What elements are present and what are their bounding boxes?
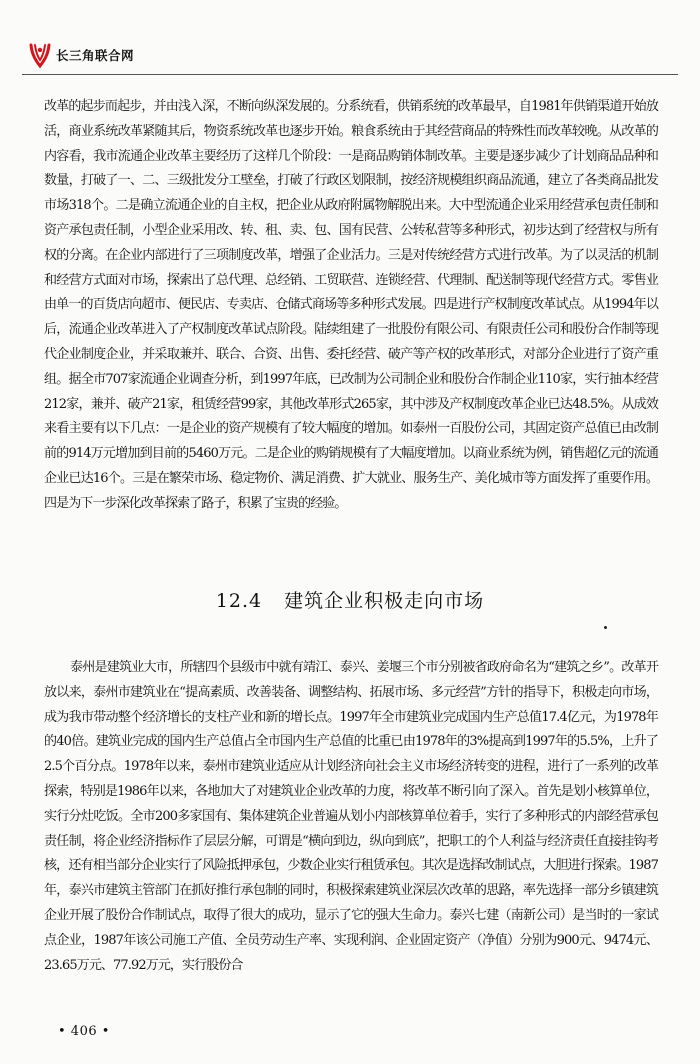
swirl-logo-icon <box>28 42 52 68</box>
site-header <box>28 42 134 68</box>
paragraph-circulation-reform: 改革的起步而起步，并由浅入深，不断向纵深发展的。分系统看，供销系统的改革最早，自1981年供销渠道开始放活，商业系统改革紧随其后，物资系统改革也逐步开始。粮食系统由于其经营商品的特殊性而改革较晚。从改革的内容看，我市流通企业改革主要经历了这样几个阶段：一是商品购销体制改革。主要是逐步减少了计划商品品种和数量，打破了一、二、三级批发分工壁垒，打破了行政区划限制，按经济规模组织商品流通，建立了各类商品批发市场318个。二是确立流通企业的自主权，把企业从政府附属物解脱出来。大中型流通企业采用经营承包责任制和资产承包责任制，小型企业采用改、转、租、卖、包、国有民营、公转私营等多种形式，初步达到了经营权与所有权的分离。在企业内部进行了三项制度改革，增强了企业活力。三是对传统经营方式进行改革。为了以灵活的机制和经营方式面对市场，探索出了总代理、总经销、工贸联营、连锁经营、代理制、配送制等现代经营方式。零售业由单一的百货店向超市、便民店、专卖店、仓储式商场等多种形式发展。四是进行产权制度改革试点。从1994年以后，流通企业改革进入了产权制度改革试点阶段。陆续组建了一批股份有限公司、有限责任公司和股份合作制等现代企业制度企业，并采取兼并、联合、合资、出售、委托经营、破产等产权的改革形式，对部分企业进行了资产重组。据全市707家流通企业调查分析，到1997年底，已改制为公司制企业和股份合作制企业110家，实行抽本经营212家，兼并、破产21家，租赁经营99家，其他改革形式265家，其中涉及产权制度改革企业已达48.5%。从成效来看主要有以下几点：一是企业的资产规模有了较大幅度的增加。如泰州一百股份公司，其固定资产总值已由改制前的914万元增加到目前的5460万元。二是企业的购销规模有了大幅度增加。以商业系统为例，销售超亿元的流通企业已达16个。三是在繁荣市场、稳定物价、满足消费、扩大就业、服务生产、美化城市等方面发挥了重要作用。四是为下一步深化改革探索了路子，积累了宝贵的经验。 <box>44 99 658 511</box>
stray-mark <box>604 626 607 629</box>
page-number: • 406 • <box>58 1024 110 1039</box>
paragraph-construction-industry: 泰州是建筑业大市，所辖四个县级市中就有靖江、泰兴、姜堰三个市分别被省政府命名为“建筑之乡”。改革开放以来，泰州市建筑业在“提高素质、改善装备、调整结构、拓展市场、多元经营”方针的指导下，积极走向市场，成为我市带动整个经济增长的支柱产业和新的增长点。1997年全市建筑业完成国内生产总值17.4亿元，为1978年的40倍。建筑业完成的国内生产总值占全市国内生产总值的比重已由1978年的3%提高到1997年的5.5%，上升了2.5个百分点。1978年以来，泰州市建筑业适应从计划经济向社会主义市场经济转变的进程，进行了一系列的改革探索，特别是1986年以来，各地加大了对建筑业企业改革的力度，将改革不断引向了深入。首先是划小核算单位，实行分灶吃饭。全市200多家国有、集体建筑企业普遍从划小内部核算单位着手，实行了多种形式的内部经营承包责任制，将企业经济指标作了层层分解，可谓是“横向到边，纵向到底”，把职工的个人利益与经济责任直接挂钩考核，还有相当部分企业实行了风险抵押承包，少数企业实行租赁承包。其次是选择改制试点，大胆进行探索。1987年，泰兴市建筑主管部门在抓好推行承包制的同时，积极探索建筑业深层次改革的思路，率先选择一部分乡镇建筑企业开展了股份合作制试点，取得了很大的成功，显示了它的强大生命力。泰兴七建（南新公司）是当时的一家试点企业，1987年该公司施工产值、全员劳动生产率、实现利润、企业固定资产（净值）分别为900元、9474元、23.65万元、77.92万元，实行股份合 <box>44 660 658 973</box>
section-heading <box>0 586 700 613</box>
section-title: 建筑企业积极走向市场 <box>284 590 485 612</box>
section-number: 12.4 <box>215 590 263 612</box>
site-name: 长三角联合网 <box>56 48 135 63</box>
header-divider <box>22 74 678 75</box>
